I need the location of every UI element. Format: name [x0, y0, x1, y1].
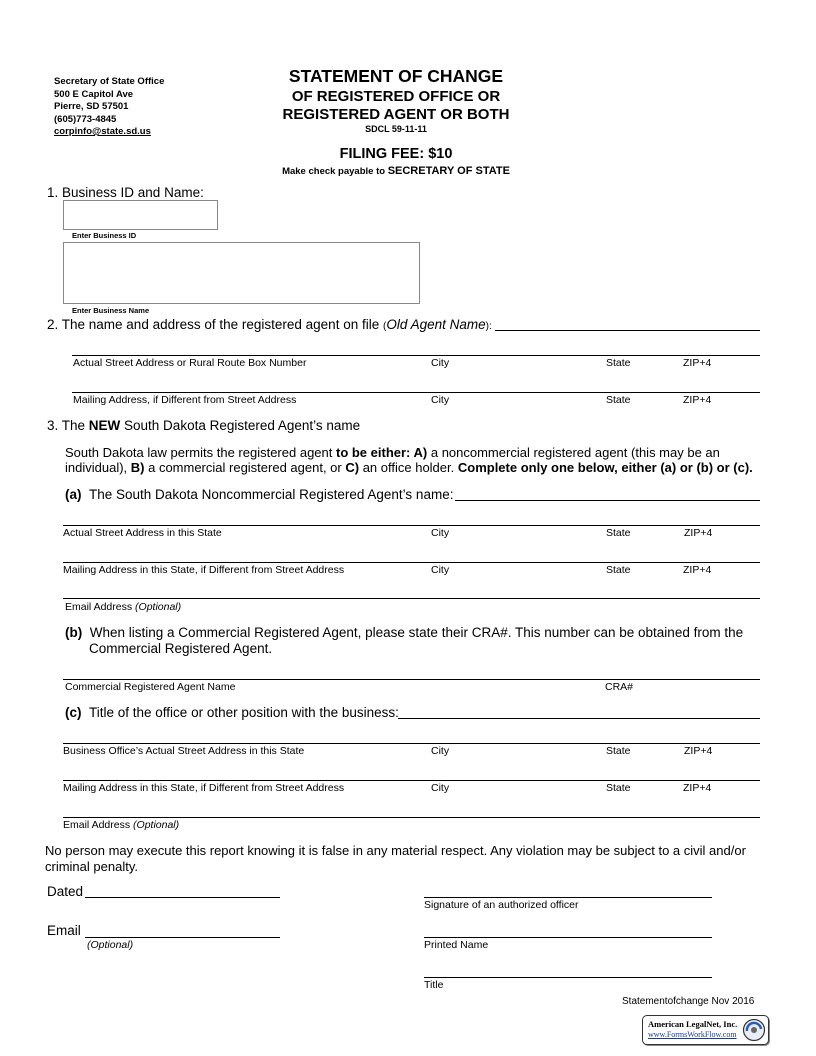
- email-optional-caption: [87, 939, 133, 951]
- law-bold-2: B): [130, 460, 145, 475]
- a-state-caption: State: [606, 527, 631, 539]
- c-state-caption: State: [606, 745, 631, 757]
- c-email-caption: [63, 819, 179, 831]
- office-phone: (605)773-4845: [54, 113, 117, 125]
- printed-name-field[interactable]: [424, 937, 712, 938]
- cra-name-caption: Commercial Registered Agent Name: [65, 681, 236, 693]
- c-mailing-caption: Mailing Address in this State, if Different from Street Address: [63, 782, 345, 794]
- a-email-label: Email Address: [65, 601, 136, 613]
- old-agent-street-caption: Actual Street Address or Rural Route Box Number: [73, 357, 307, 369]
- a-street-field[interactable]: [63, 525, 760, 526]
- c-street-field[interactable]: [63, 743, 760, 744]
- c-email-label: Email Address: [63, 819, 134, 831]
- noncommercial-agent-name-field[interactable]: [455, 500, 760, 501]
- option-a-letter: (a): [65, 487, 82, 502]
- a-mailing-zip-caption: ZIP+4: [683, 564, 712, 576]
- payable-prefix: Make check payable to: [282, 166, 388, 177]
- form-subtitle-2: REGISTERED AGENT OR BOTH: [282, 106, 510, 123]
- option-b-text-1: When listing a Commercial Registered Agent, please state their CRA#. This number can be obtained from the: [89, 625, 744, 640]
- title-field[interactable]: [424, 977, 712, 978]
- law-bold-4: Complete only one below, either (a) or (b) or (c).: [457, 460, 753, 475]
- option-c-label: [65, 705, 399, 720]
- option-c-letter: (c): [65, 705, 82, 720]
- old-agent-paren-close: ):: [485, 321, 492, 332]
- option-c-text: Title of the office or other position with the business:: [89, 705, 399, 720]
- filing-fee: FILING FEE: $10: [339, 146, 453, 162]
- section-2-text: 2. The name and address of the registered agent on file: [47, 317, 380, 332]
- section-2-label: [47, 317, 492, 332]
- c-city-caption: City: [431, 745, 450, 757]
- law-text-4: a commercial registered agent, or: [144, 460, 346, 475]
- section-3-suffix: South Dakota Registered Agent’s name: [120, 418, 361, 433]
- cra-name-field[interactable]: [63, 679, 760, 680]
- dated-label: Dated: [47, 884, 84, 899]
- old-agent-zip-caption: ZIP+4: [683, 357, 712, 369]
- option-b-letter: (b): [65, 625, 83, 640]
- law-bold-1: to be either: A): [335, 445, 428, 460]
- office-name: Secretary of State Office: [54, 76, 165, 87]
- workflow-logo-icon: [742, 1018, 766, 1042]
- law-text-1: South Dakota law permits the registered agent: [65, 445, 336, 460]
- a-mailing-city-caption: City: [431, 564, 450, 576]
- old-agent-mailing-zip-caption: ZIP+4: [683, 394, 712, 406]
- email-label: Email: [47, 923, 81, 938]
- form-title: STATEMENT OF CHANGE: [288, 66, 504, 86]
- c-street-caption: Business Office’s Actual Street Address in this State: [63, 745, 305, 757]
- section-3-prefix: 3. The: [47, 418, 89, 433]
- a-email-field[interactable]: [63, 598, 760, 599]
- form-subtitle-1: OF REGISTERED OFFICE OR: [291, 88, 501, 105]
- dated-field[interactable]: [85, 897, 280, 898]
- law-paragraph: [65, 445, 785, 475]
- a-city-caption: City: [431, 527, 450, 539]
- old-agent-mailing-state-caption: State: [606, 394, 631, 406]
- old-agent-name-field[interactable]: [495, 330, 760, 331]
- brand-url[interactable]: www.FormsWorkFlow.com: [648, 1030, 737, 1039]
- office-street: 500 E Capitol Ave: [54, 88, 134, 100]
- legalnet-badge[interactable]: [642, 1015, 769, 1045]
- disclaimer: [45, 843, 746, 874]
- c-mailing-zip-caption: ZIP+4: [683, 782, 712, 794]
- old-agent-state-caption: State: [606, 357, 631, 369]
- a-email-caption: [65, 601, 181, 613]
- brand-name: American LegalNet, Inc.: [648, 1019, 738, 1029]
- disclaimer-line-1: No person may execute this report knowing it is false in any material respect. Any violation may be subject to a civil and/or: [45, 843, 746, 858]
- c-email-field[interactable]: [63, 817, 760, 818]
- signature-field[interactable]: [424, 897, 712, 898]
- c-email-optional: (Optional): [133, 819, 180, 831]
- c-mailing-field[interactable]: [63, 780, 760, 781]
- section-3-new: NEW: [88, 418, 121, 433]
- business-name-caption: Enter Business Name: [72, 306, 150, 315]
- a-mailing-field[interactable]: [63, 562, 760, 563]
- email-optional: (Optional): [87, 939, 134, 951]
- statute-reference: SDCL 59-11-11: [365, 124, 427, 134]
- business-id-input[interactable]: [63, 200, 218, 230]
- email-field[interactable]: [85, 937, 280, 938]
- c-zip-caption: ZIP+4: [684, 745, 713, 757]
- office-address: [54, 76, 164, 139]
- business-name-input[interactable]: [63, 242, 420, 304]
- law-text-3: individual),: [65, 460, 131, 475]
- signature-caption: Signature of an authorized officer: [424, 899, 579, 911]
- old-agent-city-caption: City: [431, 357, 450, 369]
- option-b-label: [65, 625, 743, 656]
- a-mailing-caption: Mailing Address in this State, if Different from Street Address: [63, 564, 345, 576]
- law-bold-3: C): [345, 460, 360, 475]
- form-id: Statementofchange Nov 2016: [622, 996, 755, 1007]
- a-email-optional: (Optional): [135, 601, 182, 613]
- payable-note: [196, 165, 596, 177]
- c-mailing-city-caption: City: [431, 782, 450, 794]
- option-b-text-2: Commercial Registered Agent.: [89, 640, 273, 656]
- a-mailing-state-caption: State: [606, 564, 631, 576]
- office-email[interactable]: corpinfo@state.sd.us: [54, 126, 151, 137]
- option-a-text: The South Dakota Noncommercial Registered Agent’s name:: [89, 487, 454, 502]
- a-zip-caption: ZIP+4: [684, 527, 713, 539]
- payable-to: SECRETARY OF STATE: [387, 165, 510, 177]
- law-text-5: an office holder.: [359, 460, 458, 475]
- cra-number-caption: CRA#: [605, 681, 634, 693]
- old-agent-mailing-caption: Mailing Address, if Different from Street Address: [73, 394, 297, 406]
- office-city: Pierre, SD 57501: [54, 101, 129, 112]
- old-agent-street-field[interactable]: [72, 355, 760, 356]
- option-a-label: [65, 487, 453, 502]
- business-id-caption: Enter Business ID: [72, 231, 137, 240]
- office-title-field[interactable]: [398, 718, 760, 719]
- printed-name-caption: Printed Name: [424, 939, 489, 951]
- law-text-2: a noncommercial registered agent (this may be an: [427, 445, 720, 460]
- a-street-caption: Actual Street Address in this State: [63, 527, 222, 539]
- title-caption: Title: [424, 979, 444, 991]
- old-agent-mailing-city-caption: City: [431, 394, 450, 406]
- c-mailing-state-caption: State: [606, 782, 631, 794]
- section-3-label: [47, 418, 360, 433]
- old-agent-hint: Old Agent Name: [386, 317, 486, 332]
- old-agent-paren-open: (: [383, 321, 387, 332]
- disclaimer-line-2: criminal penalty.: [45, 858, 138, 874]
- old-agent-mailing-field[interactable]: [72, 392, 760, 393]
- section-1-label: 1. Business ID and Name:: [47, 185, 204, 200]
